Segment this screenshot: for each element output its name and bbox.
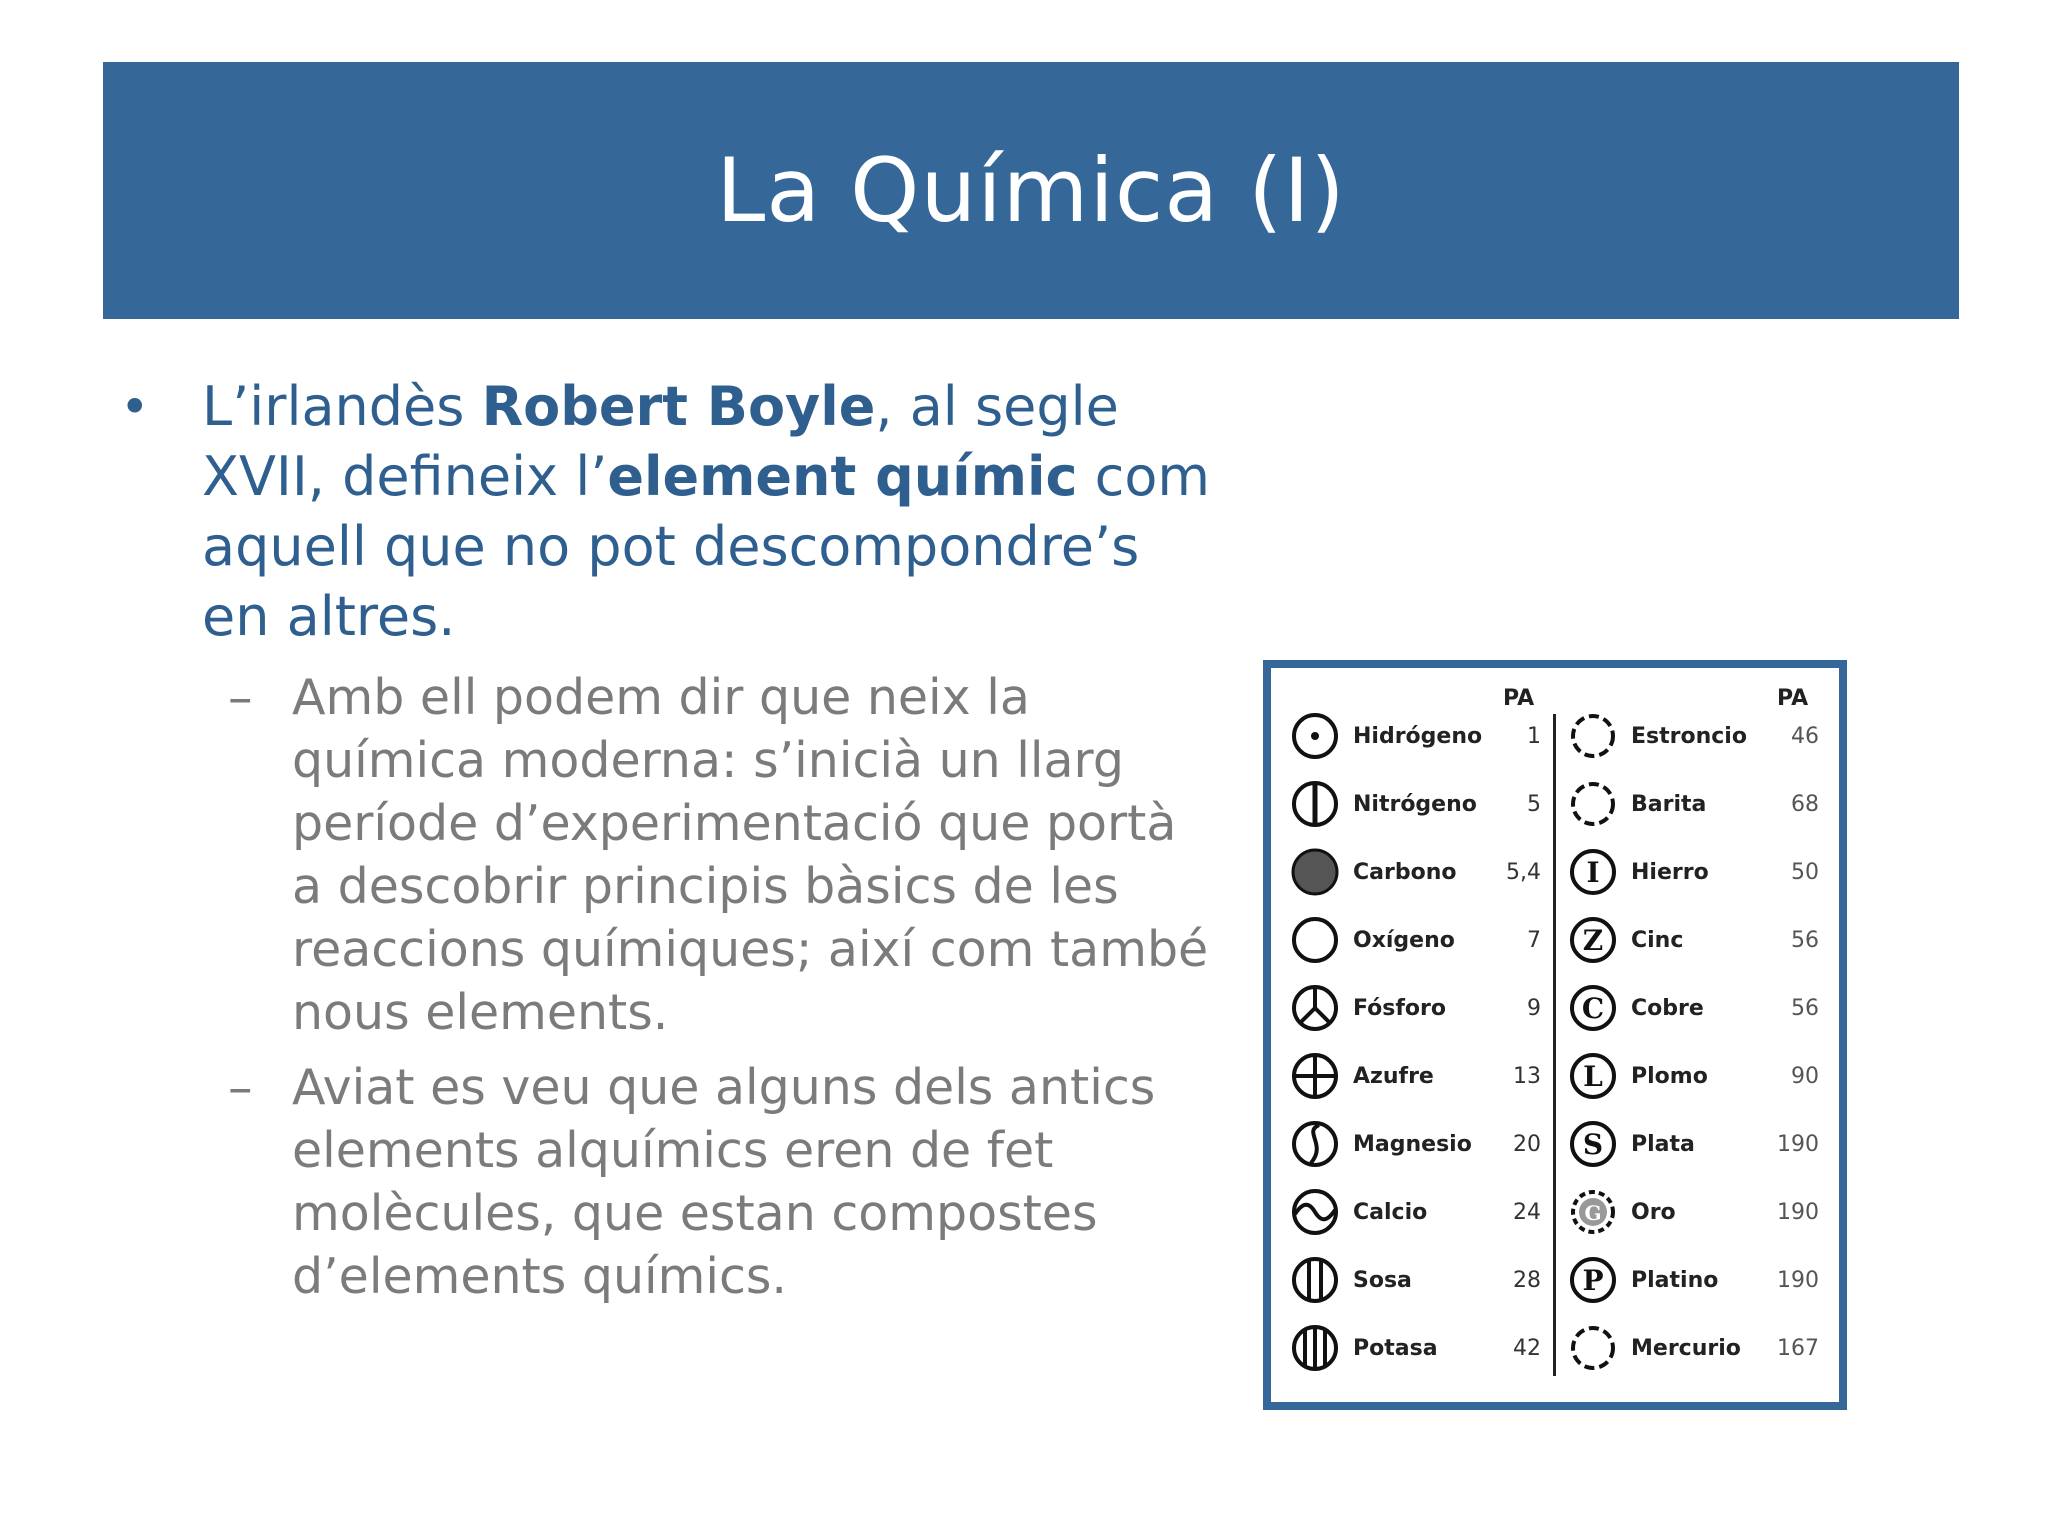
element-pa: 190: [1777, 1131, 1819, 1157]
element-pa: 190: [1777, 1199, 1819, 1225]
letter-circle-icon: [1567, 1050, 1619, 1102]
element-row: [1567, 910, 1819, 970]
dotted-ring-icon: [1567, 710, 1619, 762]
spiked-letter-circle-icon: [1567, 1186, 1619, 1238]
element-row: [1289, 978, 1541, 1038]
element-pa: 1: [1527, 723, 1541, 749]
title-bar: [103, 62, 1959, 319]
element-pa: 190: [1777, 1267, 1819, 1293]
element-row: [1567, 1046, 1819, 1106]
element-row: [1289, 1250, 1541, 1310]
vertical-bar-circle-icon: [1289, 778, 1341, 830]
element-pa: 56: [1791, 995, 1819, 1021]
letter-circle-icon: [1567, 1254, 1619, 1306]
sub-bullet-text: Amb ell podem dir que neix la química moderna: s’inicià un llarg període d’experimentació que portà a descobrir principis bàsics de les reaccions químiques; així com també nous elements.: [292, 669, 1209, 1041]
element-symbols-table: [1263, 660, 1847, 1410]
element-row: [1567, 1182, 1819, 1242]
element-name: Fósforo: [1353, 995, 1446, 1021]
element-row: [1567, 774, 1819, 834]
dotted-ring-icon: [1567, 1322, 1619, 1374]
element-row: [1567, 1250, 1819, 1310]
element-row: [1289, 1114, 1541, 1174]
pa-header-right: PA: [1777, 686, 1809, 711]
element-name: Calcio: [1353, 1199, 1428, 1225]
element-name: Oro: [1631, 1199, 1676, 1225]
double-bar-circle-icon: [1289, 1254, 1341, 1306]
element-pa: 90: [1791, 1063, 1819, 1089]
cross-circle-icon: [1289, 1050, 1341, 1102]
bullet-bold-robert-boyle: Robert Boyle: [481, 375, 876, 438]
element-name: Sosa: [1353, 1267, 1412, 1293]
element-row: [1289, 774, 1541, 834]
letter-circle-icon: [1567, 982, 1619, 1034]
bullet-text-post: com aquell que no pot descompondre’s en altres.: [202, 445, 1210, 648]
element-pa: 13: [1513, 1063, 1541, 1089]
svg-text:I: I: [1586, 856, 1600, 889]
pa-header-left: PA: [1503, 686, 1535, 711]
element-pa: 56: [1791, 927, 1819, 953]
element-pa: 167: [1777, 1335, 1819, 1361]
element-name: Cinc: [1631, 927, 1684, 953]
element-pa: 7: [1527, 927, 1541, 953]
peace-circle-icon: [1289, 982, 1341, 1034]
table-divider: [1553, 714, 1556, 1376]
element-name: Platino: [1631, 1267, 1719, 1293]
element-row: [1289, 1182, 1541, 1242]
element-row: [1567, 978, 1819, 1038]
sub-bullet-text: Aviat es veu que alguns dels antics elements alquímics eren de fet molècules, que estan compostes d’elements químics.: [292, 1059, 1156, 1305]
letter-circle-icon: [1567, 914, 1619, 966]
element-pa: 5,4: [1506, 859, 1541, 885]
element-name: Magnesio: [1353, 1131, 1472, 1157]
element-name: Hierro: [1631, 859, 1709, 885]
element-pa: 50: [1791, 859, 1819, 885]
bullet-text-mid: , al segle XVII, defineix l’: [202, 375, 1119, 508]
main-bullet: [120, 372, 1210, 652]
sub-bullet: [120, 666, 1210, 1044]
bullet-dot-icon: •: [120, 378, 150, 436]
element-name: Cobre: [1631, 995, 1704, 1021]
element-name: Nitrógeno: [1353, 791, 1477, 817]
svg-text:C: C: [1581, 992, 1605, 1025]
element-pa: 9: [1527, 995, 1541, 1021]
wave-circle-icon: [1289, 1186, 1341, 1238]
element-name: Oxígeno: [1353, 927, 1455, 953]
element-row: [1289, 842, 1541, 902]
slide-title: La Química (I): [716, 139, 1346, 242]
svg-text:Z: Z: [1582, 924, 1604, 957]
element-row: [1567, 842, 1819, 902]
element-name: Barita: [1631, 791, 1707, 817]
dot-circle-icon: [1289, 710, 1341, 762]
svg-text:G: G: [1584, 1201, 1602, 1225]
element-name: Carbono: [1353, 859, 1457, 885]
bullet-bold-element-quimic: element químic: [607, 445, 1078, 508]
element-row: [1289, 1318, 1541, 1378]
svg-text:L: L: [1583, 1060, 1603, 1093]
svg-text:P: P: [1582, 1264, 1604, 1297]
svg-text:S: S: [1582, 1128, 1604, 1161]
filled-circle-icon: [1289, 846, 1341, 898]
element-pa: 28: [1513, 1267, 1541, 1293]
dash-icon: –: [228, 1059, 253, 1116]
empty-circle-icon: [1289, 914, 1341, 966]
element-row: [1567, 1318, 1819, 1378]
dash-icon: –: [228, 669, 253, 726]
element-pa: 24: [1513, 1199, 1541, 1225]
dotted-ring-icon: [1567, 778, 1619, 830]
element-name: Mercurio: [1631, 1335, 1741, 1361]
element-pa: 46: [1791, 723, 1819, 749]
element-pa: 68: [1791, 791, 1819, 817]
element-pa: 5: [1527, 791, 1541, 817]
slide-content: [120, 372, 1210, 1308]
element-row: [1289, 1046, 1541, 1106]
letter-circle-icon: [1567, 1118, 1619, 1170]
element-row: [1289, 706, 1541, 766]
s-curve-circle-icon: [1289, 1118, 1341, 1170]
sub-bullet: [120, 1056, 1210, 1308]
element-pa: 42: [1513, 1335, 1541, 1361]
element-name: Hidrógeno: [1353, 723, 1483, 749]
element-name: Plata: [1631, 1131, 1695, 1157]
letter-circle-icon: [1567, 846, 1619, 898]
element-row: [1567, 1114, 1819, 1174]
element-name: Potasa: [1353, 1335, 1438, 1361]
element-row: [1289, 910, 1541, 970]
triple-bar-circle-icon: [1289, 1322, 1341, 1374]
bullet-text-pre: L’irlandès: [202, 375, 482, 438]
element-name: Azufre: [1353, 1063, 1434, 1089]
element-pa: 20: [1513, 1131, 1541, 1157]
element-name: Estroncio: [1631, 723, 1747, 749]
element-name: Plomo: [1631, 1063, 1708, 1089]
element-row: [1567, 706, 1819, 766]
